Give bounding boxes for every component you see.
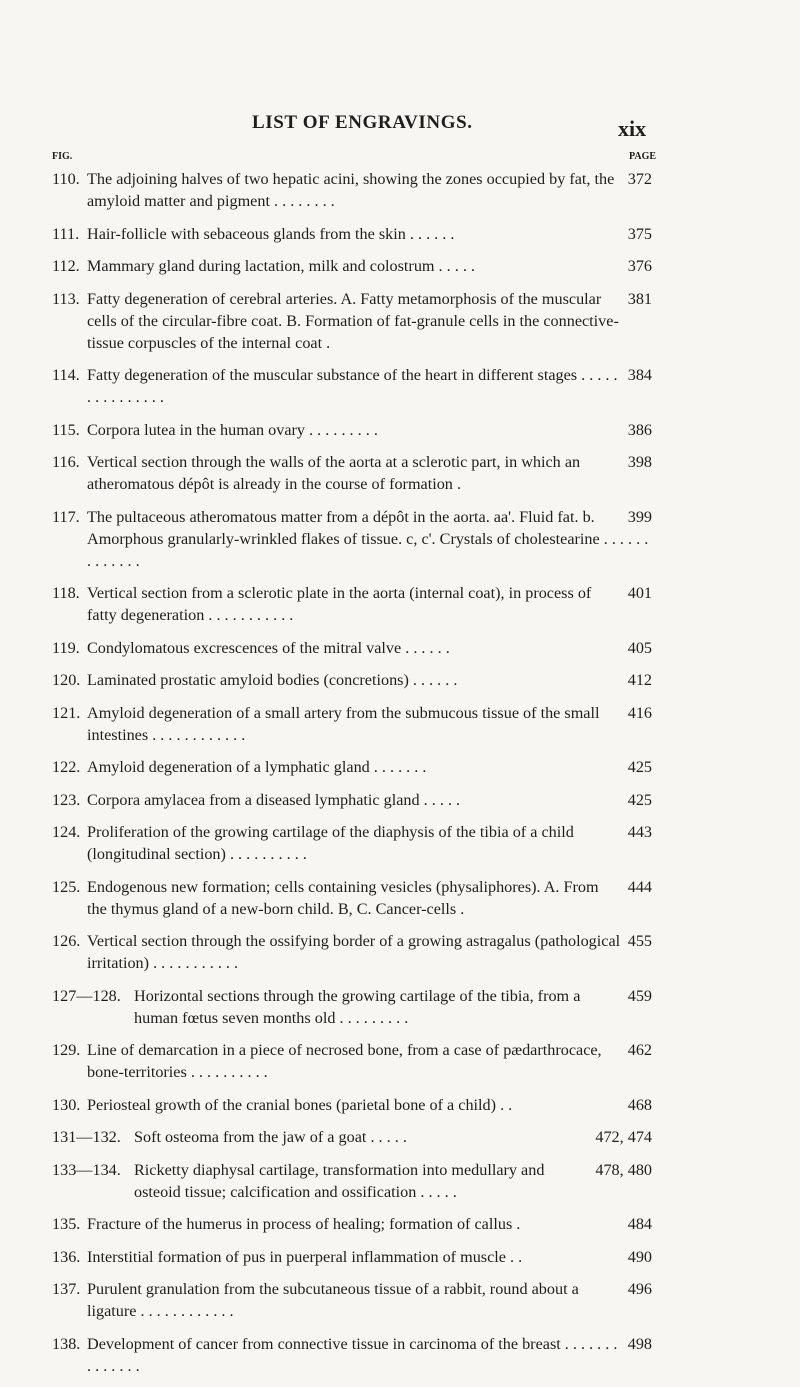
page-reference: 416: [627, 703, 652, 722]
list-item: [52, 756, 652, 778]
figure-caption: Fatty degeneration of the muscular substance of the heart in different stages . . . . . . . . . . . . . . .: [87, 366, 618, 406]
page-reference: 484: [627, 1215, 652, 1233]
list-item: [52, 419, 652, 441]
figure-number: 115.: [52, 420, 80, 439]
figure-number: 136.: [52, 1247, 81, 1266]
figure-number: 111.: [52, 224, 80, 243]
page-reference: 472, 474: [595, 1128, 652, 1146]
list-item: [52, 702, 652, 746]
list-item: [52, 669, 652, 691]
list-item: [52, 1094, 652, 1116]
figure-number: 130.: [52, 1095, 81, 1114]
list-item: [52, 364, 652, 408]
list-item: [52, 255, 652, 277]
figure-caption: Corpora amylacea from a diseased lymphatic gland . . . . .: [87, 790, 461, 809]
list-item: [52, 288, 652, 354]
page-column-heading: PAGE: [629, 151, 657, 162]
page-reference: 425: [627, 790, 652, 809]
figure-number: 114.: [52, 366, 80, 384]
page-header: [0, 112, 800, 142]
page-reference: 498: [627, 1334, 652, 1353]
page-reference: 496: [627, 1280, 652, 1298]
figure-number: 135.: [52, 1215, 81, 1233]
figure-caption: Vertical section from a sclerotic plate in the aorta (internal coat), in process of fatty degeneration . . . . . . . . . . .: [87, 584, 592, 624]
page-reference: 376: [627, 257, 652, 275]
figure-number: 133—134.: [52, 1160, 121, 1179]
page-reference: 444: [627, 877, 652, 896]
page-reference: 399: [627, 507, 652, 526]
figure-caption: Proliferation of the growing cartilage of the diaphysis of the tibia of a child (longitudinal section) . . . . . . . . . .: [87, 823, 574, 863]
figure-caption: Line of demarcation in a piece of necrosed bone, from a case of pædarthrocace, bone-territories . . . . . . . . . .: [87, 1041, 602, 1081]
figure-number: 124.: [52, 823, 81, 841]
figure-caption: The pultaceous atheromatous matter from a dépôt in the aorta. aa'. Fluid fat. b. Amorphous granularly-wrinkled flakes of tissue. c, c'. Crystals of cholestearine . . . . . . . . . . . . .: [87, 507, 649, 570]
figure-number: 129.: [52, 1041, 81, 1059]
running-title: LIST OF ENGRAVINGS.: [252, 112, 473, 133]
page-reference: 455: [627, 932, 652, 950]
figure-caption: Amyloid degeneration of a small artery from the submucous tissue of the small intestines . . . . . . . . . . . .: [87, 703, 600, 744]
page-reference: 398: [627, 453, 652, 471]
figure-caption: Horizontal sections through the growing cartilage of the tibia, from a human fœtus seven months old . . . . . . . . .: [134, 986, 581, 1027]
figure-number: 138.: [52, 1334, 81, 1353]
figure-number: 120.: [52, 671, 81, 689]
list-item: [52, 876, 652, 920]
page-reference: 478, 480: [595, 1160, 652, 1179]
list-item: [52, 506, 652, 572]
figure-number: 121.: [52, 703, 81, 722]
figure-number: 118.: [52, 584, 80, 602]
page-reference: 405: [627, 638, 652, 657]
page-reference: 401: [627, 584, 652, 602]
figure-number: 113.: [52, 289, 80, 308]
figure-number: 117.: [52, 507, 80, 526]
list-item: [52, 1333, 652, 1377]
page-reference: 443: [627, 823, 652, 841]
list-item: [52, 1039, 652, 1083]
page-reference: 412: [627, 671, 652, 689]
figure-caption: Mammary gland during lactation, milk and colostrum . . . . .: [87, 257, 475, 275]
figure-number: 119.: [52, 638, 80, 657]
figure-number: 137.: [52, 1280, 81, 1298]
list-item: [52, 1278, 652, 1322]
figure-caption: Development of cancer from connective tissue in carcinoma of the breast . . . . . . . . . . . . . .: [87, 1334, 618, 1375]
list-item: [52, 1126, 652, 1148]
figure-caption: The adjoining halves of two hepatic acini, showing the zones occupied by fat, the amyloid matter and pigment . . . . . . . .: [87, 170, 615, 210]
list-item: [52, 930, 652, 974]
fig-column-heading: FIG.: [52, 151, 73, 162]
list-item: [52, 1159, 652, 1203]
figure-caption: Vertical section through the ossifying border of a growing astragalus (pathological irritation) . . . . . . . . . . .: [87, 932, 621, 972]
figure-caption: Ricketty diaphysal cartilage, transformation into medullary and osteoid tissue; calcification and ossification . . . . .: [134, 1160, 545, 1201]
list-item: [52, 582, 652, 626]
page-reference: 384: [627, 366, 652, 384]
list-item: [52, 789, 652, 811]
page-reference: 381: [627, 289, 652, 308]
figure-caption: Laminated prostatic amyloid bodies (concretions) . . . . . .: [87, 671, 458, 689]
page-reference: 425: [627, 758, 652, 776]
page-reference: 386: [627, 420, 652, 439]
page-reference: 462: [627, 1041, 652, 1059]
figure-number: 122.: [52, 758, 81, 776]
page-reference: 459: [627, 986, 652, 1005]
figure-caption: Interstitial formation of pus in puerperal inflammation of muscle . .: [87, 1247, 523, 1266]
figure-number: 110.: [52, 170, 80, 188]
engravings-list: [52, 168, 652, 1387]
figure-caption: Fracture of the humerus in process of healing; formation of callus .: [87, 1215, 521, 1233]
figure-caption: Fatty degeneration of cerebral arteries. A. Fatty metamorphosis of the muscular cells of the circular-fibre coat. B. Formation of fat-granule cells in the connective-tissue corpuscles of the internal coat .: [87, 289, 619, 352]
figure-caption: Corpora lutea in the human ovary . . . . . . . . .: [87, 420, 378, 439]
figure-number: 125.: [52, 877, 81, 896]
figure-caption: Endogenous new formation; cells containing vesicles (physaliphores). A. From the thymus gland of a new-born child. B, C. Cancer-cells .: [87, 877, 599, 918]
figure-number: 123.: [52, 790, 81, 809]
figure-caption: Hair-follicle with sebaceous glands from the skin . . . . . .: [87, 224, 455, 243]
list-item: [52, 451, 652, 495]
list-item: [52, 821, 652, 865]
figure-number: 127—128.: [52, 986, 121, 1005]
page-reference: 490: [627, 1247, 652, 1266]
figure-caption: Soft osteoma from the jaw of a goat . . . . .: [134, 1128, 407, 1146]
figure-caption: Vertical section through the walls of the aorta at a sclerotic part, in which an atheromatous dépôt is already in the course of formation .: [87, 453, 581, 493]
list-item: [52, 1213, 652, 1235]
list-item: [52, 1246, 652, 1268]
list-item: [52, 223, 652, 245]
figure-number: 112.: [52, 257, 80, 275]
figure-number: 126.: [52, 932, 81, 950]
page-reference: 372: [627, 170, 652, 188]
figure-caption: Amyloid degeneration of a lymphatic gland . . . . . . .: [87, 758, 427, 776]
figure-caption: Purulent granulation from the subcutaneous tissue of a rabbit, round about a ligature . . . . . . . . . . . .: [87, 1280, 579, 1320]
list-item: [52, 168, 652, 212]
page-reference: 375: [627, 224, 652, 243]
column-headings: [0, 151, 800, 165]
figure-caption: Periosteal growth of the cranial bones (parietal bone of a child) . .: [87, 1095, 513, 1114]
figure-number: 116.: [52, 453, 80, 471]
list-item: [52, 637, 652, 659]
page-number: xix: [618, 116, 647, 141]
list-item: [52, 985, 652, 1029]
figure-number: 131—132.: [52, 1128, 121, 1146]
figure-caption: Condylomatous excrescences of the mitral valve . . . . . .: [87, 638, 450, 657]
page-reference: 468: [627, 1095, 652, 1114]
